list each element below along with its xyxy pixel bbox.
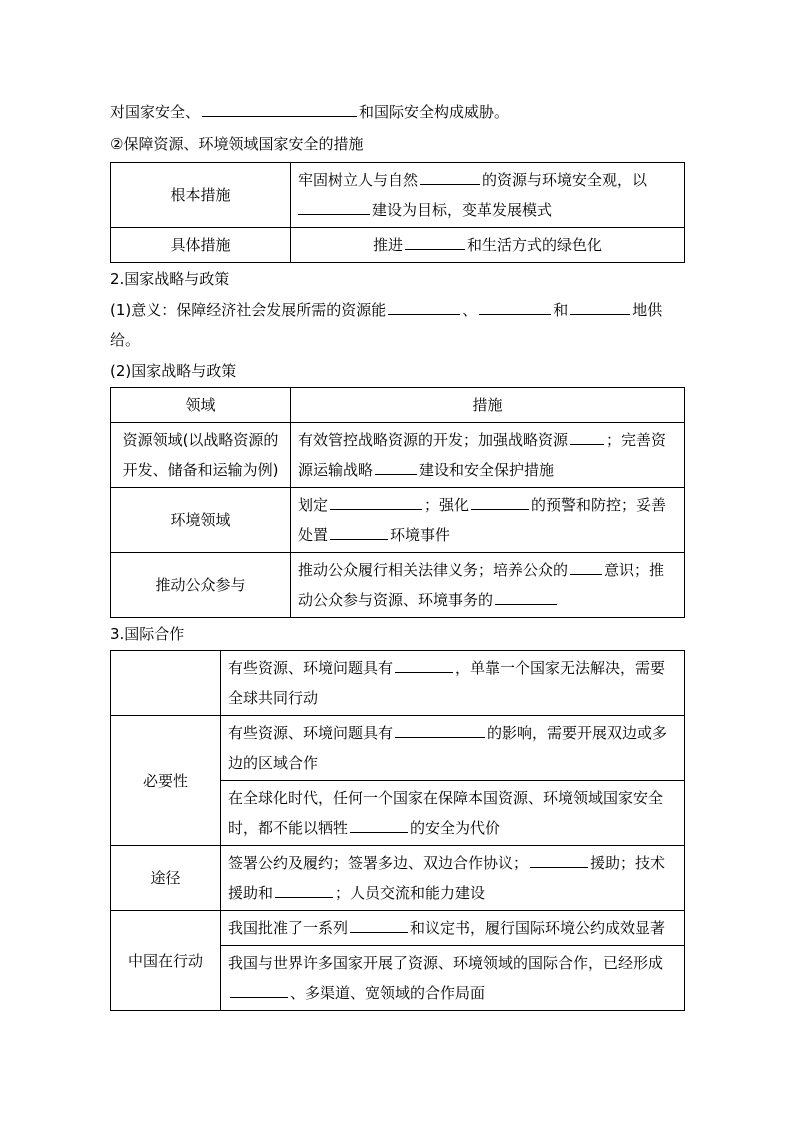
fill-blank	[570, 443, 604, 445]
row-content	[221, 781, 685, 846]
text: 建设为目标，变革发展模式	[372, 201, 553, 219]
fill-blank	[471, 508, 529, 510]
row-content	[291, 163, 685, 228]
row-label: 途径	[111, 846, 221, 911]
text: 牢固树立人与自然	[298, 171, 419, 189]
text: 环境事件	[390, 526, 451, 544]
fill-blank	[330, 538, 388, 540]
text: ；人员交流和能力建设	[335, 884, 486, 902]
text: 有效管控战略资源的开发；加强战略资源	[298, 431, 569, 449]
table-header-row	[111, 388, 685, 423]
table-row	[111, 488, 685, 553]
text: 我国与世界许多国家开展了资源、环境领域的国际合作，已经形成	[228, 954, 664, 972]
text: 和议定书，履行国际环境公约成效显著	[410, 919, 666, 937]
text: (1)意义：保障经济社会发展所需的资源能	[110, 301, 387, 319]
row-label: 根本措施	[111, 163, 291, 228]
row-label: 具体措施	[111, 228, 291, 263]
fill-blank	[388, 313, 460, 315]
column-header: 领域	[111, 388, 291, 423]
row-content	[221, 716, 685, 781]
row-label: 必要性	[111, 716, 221, 846]
fill-blank	[395, 736, 485, 738]
section-heading: ②保障资源、环境领域国家安全的措施	[110, 135, 364, 153]
section-title: 2.国家战略与政策	[110, 270, 230, 288]
row-content	[221, 846, 685, 911]
row-content	[221, 946, 685, 1011]
row-content	[221, 911, 685, 946]
column-header: 措施	[291, 388, 685, 423]
text: 和	[553, 301, 569, 319]
row-label: 环境领域	[111, 488, 291, 553]
table-row	[111, 846, 685, 911]
text: 意识；推动公众参与资源、环境事务的	[298, 561, 665, 609]
table-row	[111, 228, 685, 263]
table-row	[111, 423, 685, 488]
text: 有些资源、环境问题具有	[228, 724, 394, 742]
fill-blank	[350, 931, 408, 933]
row-content	[291, 228, 685, 263]
fill-blank	[570, 573, 602, 575]
fill-blank	[530, 866, 588, 868]
text: ，单靠一个国家无法解决，需要全球共同行动	[228, 659, 666, 707]
table-row	[111, 651, 685, 716]
international-cooperation-table	[110, 650, 685, 1011]
row-label: 中国在行动	[111, 911, 221, 1011]
row-label: 资源领域(以战略资源的开发、储备和运输为例)	[111, 423, 291, 488]
text: 我国批准了一系列	[228, 919, 349, 937]
row-content	[291, 423, 685, 488]
text: 划定	[298, 496, 329, 514]
fill-blank	[479, 313, 551, 315]
sub-title: (2)国家战略与政策	[110, 362, 237, 380]
text: 在全球化时代，任何一个国家在保障本国资源、环境领域国家安全时，都不能以牺牲	[228, 789, 664, 837]
fill-blank	[375, 473, 417, 475]
text: 、多渠道、宽领域的合作局面	[290, 984, 486, 1002]
table-row	[111, 553, 685, 618]
text: 建设和安全保护措施	[419, 461, 555, 479]
policy-table	[110, 387, 685, 618]
text: ；强化	[424, 496, 470, 514]
empty-cell	[111, 651, 221, 716]
fill-blank	[202, 115, 357, 117]
row-label: 推动公众参与	[111, 553, 291, 618]
fill-blank	[298, 213, 370, 215]
text: 和生活方式的绿色化	[467, 236, 603, 254]
text: ；完善资源运输战略	[298, 431, 667, 479]
text: 、	[462, 301, 478, 319]
text: 地供给。	[110, 301, 663, 349]
text: 签署公约及履约；签署多边、双边合作协议；	[228, 854, 529, 872]
fill-blank	[495, 603, 557, 605]
table-row	[111, 163, 685, 228]
document-page	[110, 96, 685, 1011]
measures-table	[110, 162, 685, 263]
text: 的预警和防控；妥善处置	[298, 496, 667, 544]
text: 的安全为代价	[410, 819, 501, 837]
significance-paragraph	[110, 295, 685, 355]
text: 的资源与环境安全观，以	[482, 171, 648, 189]
text: 推进	[372, 236, 403, 254]
section-title: 3.国际合作	[110, 625, 185, 643]
fill-blank	[350, 831, 408, 833]
row-content	[221, 651, 685, 716]
table-row	[111, 716, 685, 781]
fill-blank	[330, 508, 422, 510]
text: 援助；技术援助和	[228, 854, 666, 902]
row-content	[291, 553, 685, 618]
fill-blank	[570, 313, 630, 315]
text: 和国际安全构成威胁。	[359, 103, 510, 121]
text: 有些资源、环境问题具有	[228, 659, 394, 677]
text: 对国家安全、	[110, 103, 201, 121]
text: 推动公众履行相关法律义务；培养公众的	[298, 561, 569, 579]
fill-blank	[420, 183, 480, 185]
fill-blank	[405, 248, 465, 250]
text: 的影响，需要开展双边或多边的区域合作	[228, 724, 668, 772]
fill-blank	[395, 671, 453, 673]
row-content	[291, 488, 685, 553]
table-row	[111, 911, 685, 946]
fill-blank	[230, 996, 288, 998]
intro-line	[110, 96, 685, 128]
fill-blank	[275, 896, 333, 898]
